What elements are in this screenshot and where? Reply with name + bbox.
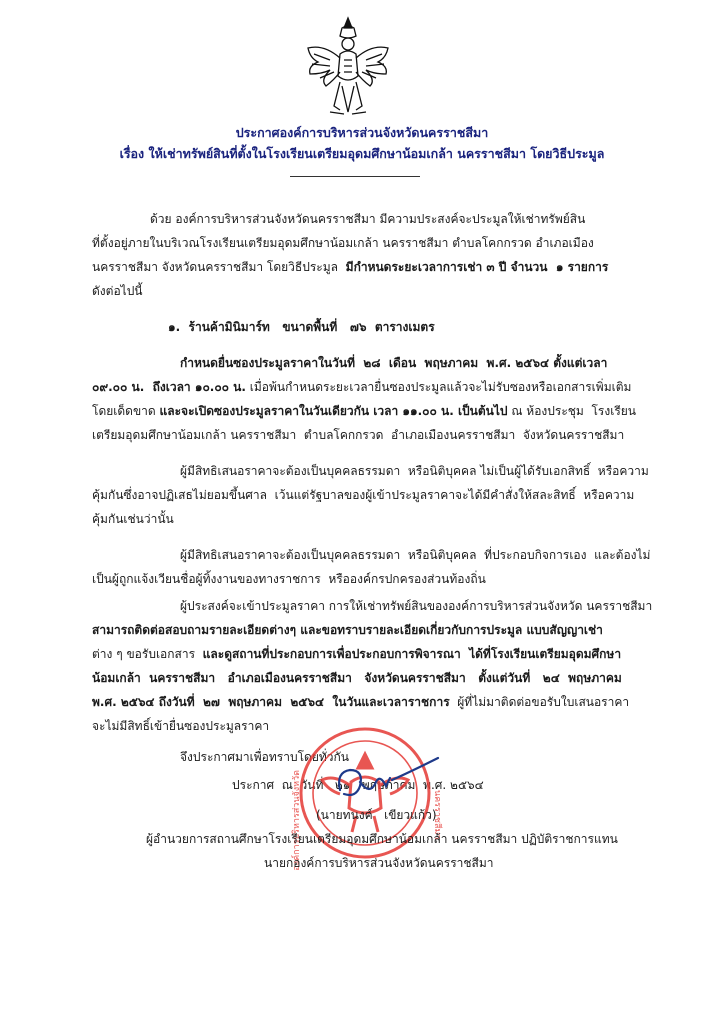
item-minimart: ๑. ร้านค้ามินิมาร์ท ขนาดพื้นที่ ๗๖ ตารางเมตร: [168, 320, 435, 334]
schedule-line-2: [92, 378, 631, 397]
contact-line-2: สามารถติดต่อสอบถามรายละเอียดต่างๆ และขอทราบรายละเอียดเกี่ยวกับการประมูล แบบสัญญาเช่า: [92, 623, 603, 637]
contact-line-3: [92, 645, 621, 664]
schedule-line-3-end: ณ ห้องประชุม โรงเรียน: [507, 404, 636, 418]
contact-line-1: ผู้ประสงค์จะเข้าประมูลราคา การให้เช่าทรัพย์สินขององค์การบริหารส่วนจังหวัด นครราชสีมา: [180, 599, 653, 613]
signatory-position-2: นายกองค์การบริหารส่วนจังหวัดนครราชสีมา: [264, 856, 494, 870]
contact-line-5-end: ผู้ที่ไม่มาติดต่อขอรับใบเสนอราคา: [449, 695, 630, 709]
immunity-line-3: คุ้มกันเช่นว่านั้น: [92, 512, 174, 526]
contact-line-4: น้อมเกล้า นครราชสีมา อำเภอเมืองนครราชสีมา จังหวัดนครราชสีมา ตั้งแต่วันที่ ๒๔ พฤษภาคม: [92, 671, 622, 685]
contact-location-emphasis: และดูสถานที่ประกอบการเพื่อประกอบการพิจารณา ได้ที่โรงเรียนเตรียมอุดมศึกษา: [202, 647, 622, 661]
signatory-position-1: ผู้อำนวยการสถานศึกษาโรงเรียนเตรียมอุดมศึกษาน้อมเกล้า นครราชสีมา ปฏิบัติราชการแทน: [146, 832, 618, 846]
intro-line-3-text: นครราชสีมา จังหวัดนครราชสีมา โดยวิธีประมูล: [92, 260, 346, 274]
contact-dates: พ.ศ. ๒๕๖๔ ถึงวันที่ ๒๗ พฤษภาคม ๒๕๖๔ ในวันและเวลาราชการ: [92, 695, 450, 709]
intro-line-3: [92, 258, 608, 277]
intro-line-2: ที่ตั้งอยู่ภายในบริเวณโรงเรียนเตรียมอุดมศึกษาน้อมเกล้า นครราชสีมา ตำบลโคกกรวด อำเภอเมือง: [92, 236, 594, 250]
business-line-1: ผู้มีสิทธิเสนอราคาจะต้องเป็นบุคคลธรรมดา หรือนิติบุคคล ที่ประกอบกิจการเอง และต้องไม่: [180, 548, 651, 562]
announcement-subject: เรื่อง ให้เช่าทรัพย์สินที่ตั้งในโรงเรียนเตรียมอุดมศึกษาน้อมเกล้า นครราชสีมา โดยวิธีประมูล: [119, 146, 605, 161]
handwritten-signature: [330, 752, 450, 812]
intro-line-4: ดังต่อไปนี้: [92, 284, 143, 298]
announce-closing: จึงประกาศมาเพื่อทราบโดยทั่วกัน: [180, 750, 349, 764]
title-divider: [290, 176, 420, 177]
opening-time: และจะเปิดซองประมูลราคาในวันเดียวกัน เวลา ๑๑.๐๐ น. เป็นต้นไป: [159, 404, 508, 418]
schedule-line-4: เตรียมอุดมศึกษาน้อมเกล้า นครราชสีมา ตำบลโคกกรวด อำเภอเมืองนครราชสีมา จังหวัดนครราชสีมา: [92, 428, 625, 442]
seal-text-left: องค์การบริหารส่วนจังหวัด: [292, 770, 302, 871]
contact-line-5: [92, 693, 629, 712]
schedule-line-3: [92, 402, 636, 421]
immunity-line-2: คุ้มกันซึ่งอาจปฏิเสธไม่ยอมขึ้นศาล เว้นแต่รัฐบาลของผู้เข้าประมูลราคาจะได้มีคำสั่งให้สละสิทธิ์ หรือความ: [92, 488, 635, 502]
schedule-line-2-text: เมื่อพ้นกำหนดระยะเวลายื่นซองประมูลแล้วจะไม่รับซองหรือเอกสารเพิ่มเติม: [245, 380, 632, 394]
garuda-emblem-icon: [300, 14, 396, 124]
announcement-title: ประกาศองค์การบริหารส่วนจังหวัดนครราชสีมา: [235, 125, 489, 140]
business-line-2: เป็นผู้ถูกแจ้งเวียนชื่อผู้ทิ้งงานของทางราชการ หรือองค์กรปกครองส่วนท้องถิ่น: [92, 572, 486, 586]
schedule-line-3-start: โดยเด็ดขาด: [92, 404, 160, 418]
contact-line-3-start: ต่าง ๆ ขอรับเอกสาร: [92, 647, 203, 661]
seal-text-right: นครราชสีมา: [432, 790, 442, 840]
schedule-line-1: กำหนดยื่นซองประมูลราคาในวันที่ ๒๘ เดือน พฤษภาคม พ.ศ. ๒๕๖๔ ตั้งแต่เวลา: [180, 356, 608, 370]
lease-term-emphasis: มีกำหนดระยะเวลาการเช่า ๓ ปี จำนวน ๑ รายการ: [345, 260, 609, 274]
submission-time: ๐๙.๐๐ น. ถึงเวลา ๑๐.๐๐ น.: [92, 380, 246, 394]
signatory-name: (นายทนงค์ เขียวแก้ว): [316, 808, 437, 822]
immunity-line-1: ผู้มีสิทธิเสนอราคาจะต้องเป็นบุคคลธรรมดา หรือนิติบุคคล ไม่เป็นผู้ได้รับเอกสิทธิ์ หรือความ: [180, 464, 649, 478]
intro-line-1: ด้วย องค์การบริหารส่วนจังหวัดนครราชสีมา มีความประสงค์จะประมูลให้เช่าทรัพย์สิน: [150, 212, 586, 226]
contact-line-6: จะไม่มีสิทธิ์เข้ายื่นซองประมูลราคา: [92, 719, 270, 733]
announcement-date: ประกาศ ณ วันที่ ๒๑ พฤษภาคม พ.ศ. ๒๕๖๔: [232, 778, 484, 792]
